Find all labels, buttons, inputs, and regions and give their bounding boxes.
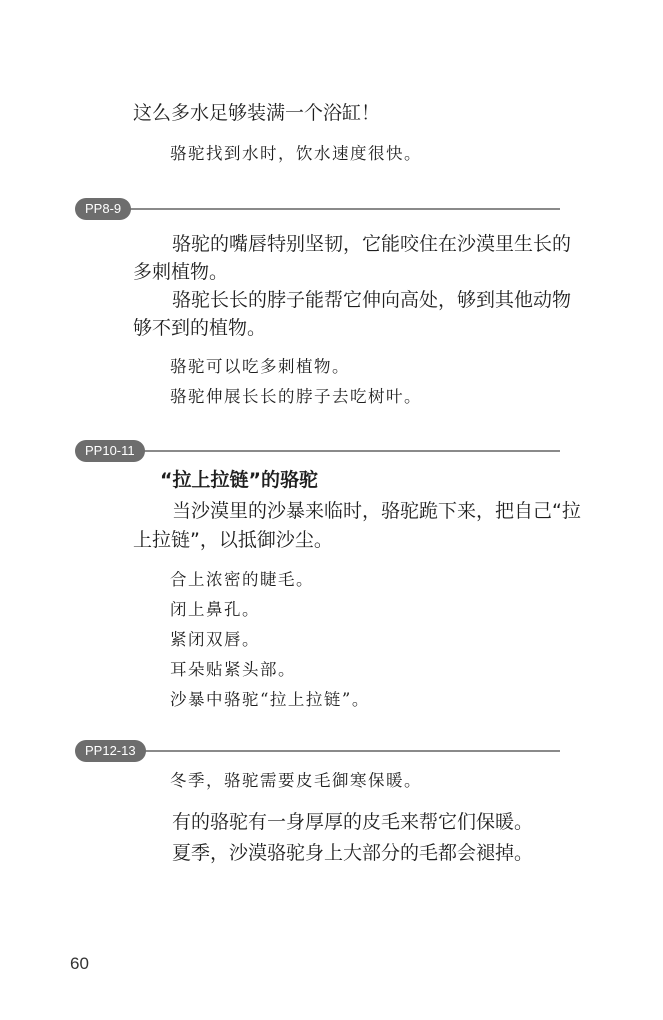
paragraph-line: 夏季，沙漠骆驼身上大部分的毛都会褪掉。 [172,842,534,864]
paragraph-line: 当沙漠里的沙暴来临时，骆驼跪下来，把自己“拉 [172,500,581,522]
section-header-pp8-9 [75,198,560,220]
section-heading: “拉上拉链”的骆驼 [160,469,318,491]
caption-line: 闭上鼻孔。 [170,600,260,619]
section-tag: PP12-13 [75,740,146,762]
caption-line: 合上浓密的睫毛。 [170,570,314,589]
intro-text: 这么多水足够装满一个浴缸！ [133,102,381,124]
section-header-pp12-13 [75,740,560,762]
section-tag: PP10-11 [75,440,145,462]
paragraph-line: 多刺植物。 [133,261,229,283]
section-rule [105,208,560,210]
caption-line: 耳朵贴紧头部。 [170,660,296,679]
paragraph-line: 上拉链”，以抵御沙尘。 [133,529,333,551]
caption-line: 冬季，骆驼需要皮毛御寒保暖。 [170,771,422,790]
section-tag: PP8-9 [75,198,131,220]
paragraph-line: 骆驼长长的脖子能帮它伸向高处，够到其他动物 [172,289,572,311]
intro-caption: 骆驼找到水时，饮水速度很快。 [170,144,422,163]
caption-line: 骆驼伸展长长的脖子去吃树叶。 [170,387,422,406]
section-header-pp10-11 [75,440,560,462]
caption-line: 紧闭双唇。 [170,630,260,649]
paragraph-line: 够不到的植物。 [133,317,267,339]
caption-line: 沙暴中骆驼“拉上拉链”。 [170,690,370,709]
caption-line: 骆驼可以吃多刺植物。 [170,357,350,376]
paragraph-line: 有的骆驼有一身厚厚的皮毛来帮它们保暖。 [172,811,534,833]
section-rule [105,450,560,452]
paragraph-line: 骆驼的嘴唇特别坚韧，它能咬住在沙漠里生长的 [172,233,572,255]
section-rule [105,750,560,752]
page-number: 60 [70,954,89,973]
